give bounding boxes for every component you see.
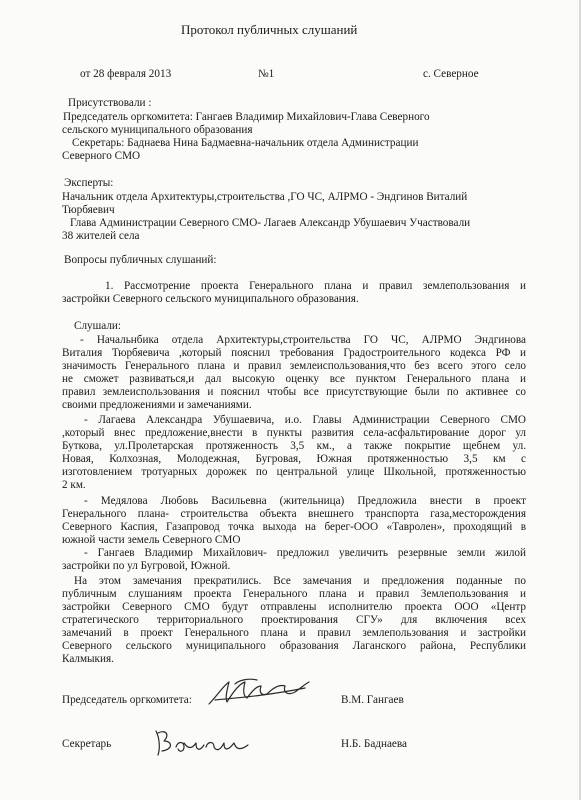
experts-heading: Эксперты: — [64, 177, 114, 189]
closing-line: На этом замечания прекратились. Все замечания и предложения поданные по — [74, 575, 526, 587]
speaker-2-line: Буткова, ул.Пролетарская протяженность 3,5 км., а также покрытие щебнем ул. — [62, 440, 526, 452]
protocol-date: от 28 февраля 2013 — [80, 68, 172, 80]
speaker-4-line: - Гангаев Владимир Михайлович- предложил увеличить резервные земли жилой — [84, 547, 526, 559]
speaker-2-line: ,который внес предложение,внести в пункты развития села-асфальтирование дорог ул — [62, 427, 526, 439]
secretary-signature-label: Секретарь — [62, 738, 112, 750]
closing-line: Северного сельского муниципального образования Лаганского района, Республики — [62, 640, 526, 652]
speaker-2-line: Новая, Колхозная, Молодежная, Бугровая, Южная протяженностью 3,5 км с — [62, 453, 526, 465]
speaker-1-line: правил землеиспользования и пояснил чтобы все присутствующие были по активнее со — [62, 386, 526, 398]
present-heading: Присутствовали : — [68, 97, 152, 109]
closing-line: застройки Северного СМО будут отправлены исполнителю проекта ООО «Центр — [62, 601, 526, 613]
chair-signature-name: В.М. Гангаев — [341, 694, 404, 706]
speaker-1-line: не сможет развиваться,и дал высокую оценку все пунктом Генерального плана и — [62, 373, 526, 385]
experts-line-1: Начальник отдела Архитектуры,строительства ,ГО ЧС, АЛРМО - Эндгинов Виталий — [62, 191, 468, 203]
questions-heading: Вопросы публичных слушаний: — [64, 254, 217, 266]
closing-line: стратегического территориального проектирования СГУ» для включения всех — [62, 614, 526, 626]
question-1-line-1: 1. Рассмотрение проекта Генерального плана и правил землепользования и — [105, 280, 526, 292]
speaker-2-line: 2 км. — [62, 479, 86, 491]
chair-line-1: Председатель оргкомитета: Гангаев Владимир Михайлович-Глава Северного — [63, 111, 430, 123]
secretary-line-2: Северного СМО — [62, 150, 141, 162]
speaker-4-line: застройки по ул Бугровой, Южной. — [62, 560, 231, 572]
closing-line: публичным слушаниям проекта Генерального плана и правил Землепользования и — [62, 588, 526, 600]
secretary-signature-name: Н.Б. Баднаева — [341, 738, 407, 750]
protocol-place: с. Северное — [423, 68, 479, 80]
speaker-3-line: Генерального плана- строительства объекта внешнего транспорта газа,месторождения — [62, 508, 526, 520]
secretary-signature — [150, 725, 260, 761]
speaker-3-line: Северного Каспия, Газапровод точка выхода на берег-ООО «Тавролен», проходящий в — [62, 521, 526, 533]
speaker-1-line: своими предложениями и замечаниями. — [62, 399, 252, 411]
speaker-2-line: - Лагаева Александра Убушаевича, и.о. Главы Администрации Северного СМО — [84, 414, 526, 426]
speaker-3-line: южной части земель Северного СМО — [62, 534, 241, 546]
experts-line-4: 38 жителей села — [62, 230, 140, 242]
speaker-2-line: изготовлением тротуарных дорожек по центральной улице Школьной, протяженностью — [62, 466, 526, 478]
chair-signature — [205, 674, 315, 710]
speaker-3-line: - Медялова Любовь Васильевна (жительница) Предложила внести в проект — [84, 495, 526, 507]
closing-line: Калмыкия. — [62, 653, 114, 665]
question-1-line-2: застройки Северного сельского муниципального образования. — [62, 293, 359, 305]
experts-line-2: Тюрбяевич — [62, 204, 115, 216]
protocol-number: №1 — [258, 68, 275, 80]
speaker-1-line: значимость Генерального плана и правил землеиспользования,что без всего этого село — [62, 360, 526, 372]
secretary-line-1: Секретарь: Баднаева Нина Бадмаевна-начальник отдела Администрации — [72, 137, 419, 149]
experts-line-3: Глава Администрации Северного СМО- Лагаев Александр Убушаевич Участвовали — [70, 217, 471, 229]
closing-line: замечаний в проект Генерального плана и правил землепользования и застройки — [62, 627, 526, 639]
speaker-1-line: Виталия Тюрбяевича ,который пояснил требования Градостроительного кодекса РФ и — [62, 347, 526, 359]
document-title: Протокол публичных слушаний — [181, 22, 358, 37]
chair-signature-label: Председатель оргкомитета: — [62, 694, 192, 706]
heard-heading: Слушали: — [74, 320, 121, 332]
chair-line-2: сельского муниципального образования — [62, 124, 253, 136]
speaker-1-line: - Начальнбика отдела Архитектуры,строительства ГО ЧС, АЛРМО Эндгинова — [80, 334, 526, 346]
